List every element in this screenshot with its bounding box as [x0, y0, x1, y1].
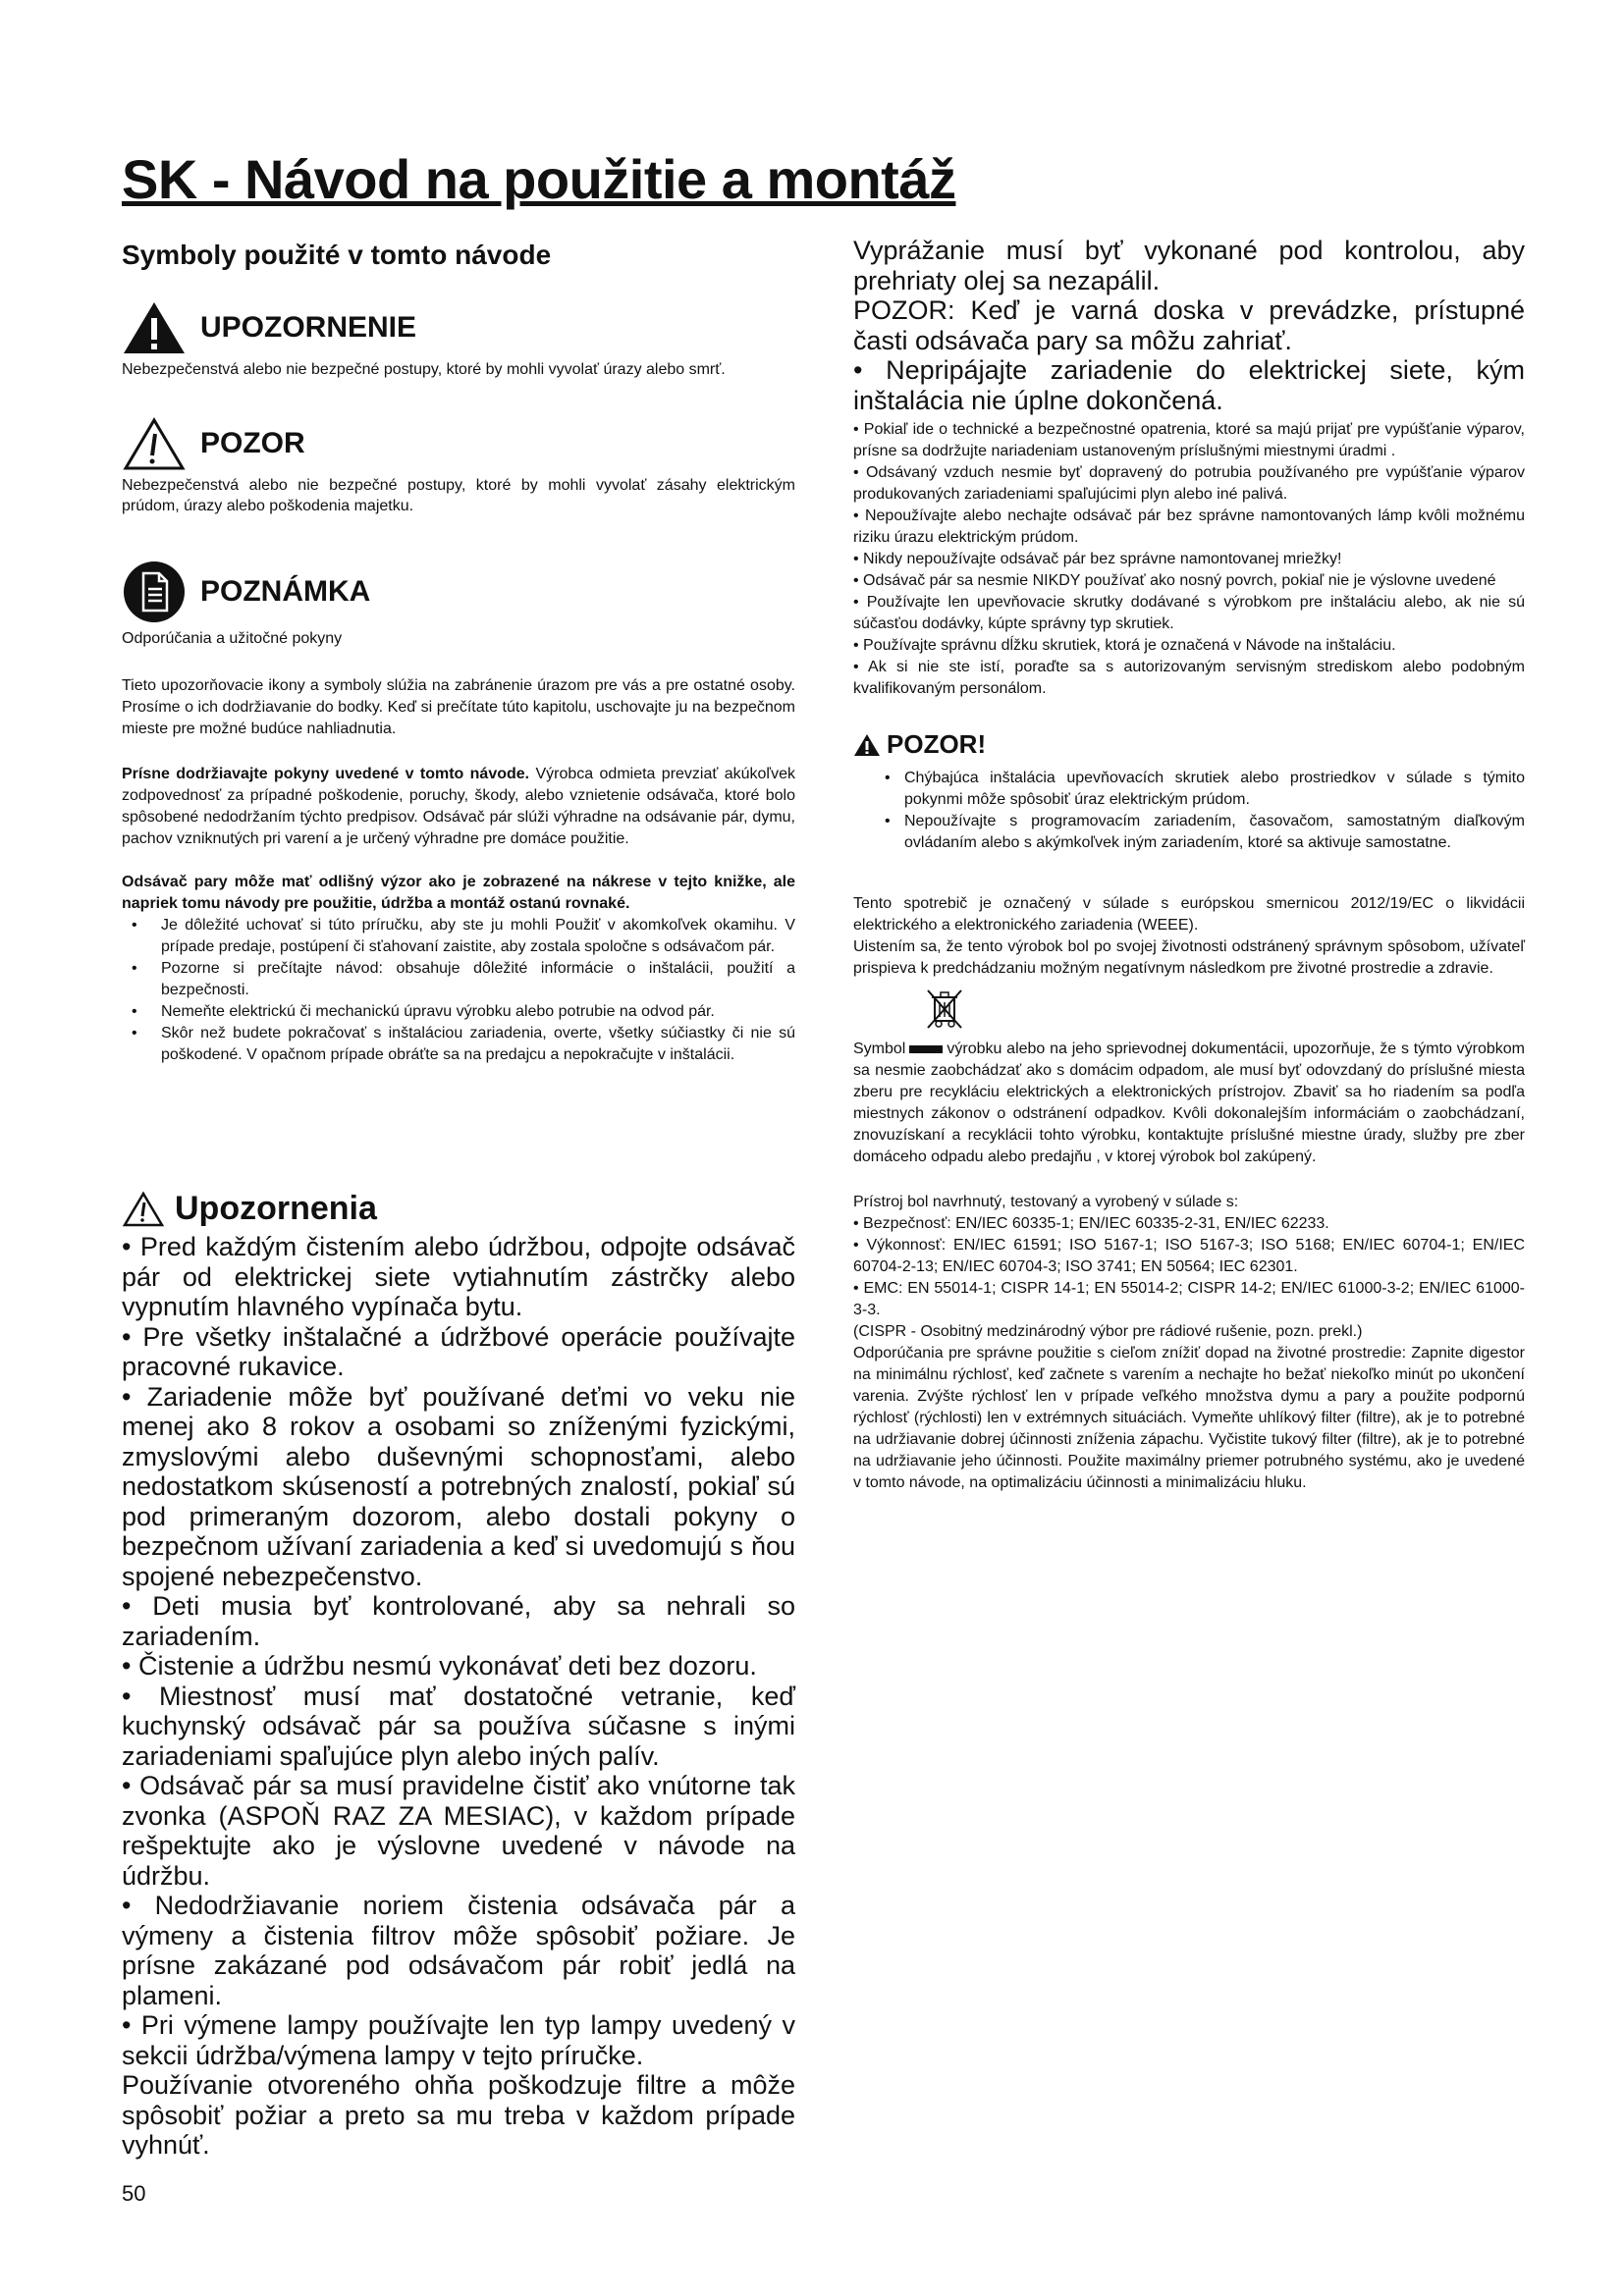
upozornenie-item: • Pre všetky inštalačné a údržbové operácie používajte pracovné rukavice. — [122, 1321, 795, 1381]
strict-bold: Prísne dodržiavajte pokyny uvedené v tomto návode. — [122, 766, 530, 782]
list-item: • Pozorne si prečítajte návod: obsahuje dôležité informácie o inštalácii, použití a bezpečnosti. — [122, 958, 795, 1001]
symbol-description: Nebezpečenstvá alebo nie bezpečné postupy, ktoré by mohli vyvolať zásahy elektrickým prúdom, úrazy alebo poškodenia majetku. — [122, 477, 795, 514]
symbol-poznamka — [122, 560, 795, 649]
symbol-title: POZOR — [200, 427, 305, 459]
list-item: • Skôr než budete pokračovať s inštaláciou zariadenia, overte, všetky súčiastky či nie sú poškodené. V opačnom prípade obráťte sa na predajcu a nepokračujte v inštalácii. — [122, 1023, 795, 1066]
symbol-text: výrobku alebo na jeho sprievodnej dokumentácii, upozorňuje, že s týmto výrobkom sa nesmie zaobchádzať ako s domácim odpadom, ale musí byť odovzdaný do príslušné miesta zberu pre recykláciu elektrických a elektronických prístrojov. Zbaviť sa ho riadením sa podľa miestnych zákonov o odstránení odpadkov. Kvôli dokonalejším informáciám o zaobchádzaní, znovuzískaní a recyklácii tohto výrobku, kontaktujte príslušné miestne úrady, služby pre zber domáceho odpadu alebo predajňu , v ktorej výrobok bol zakúpený. — [853, 1041, 1525, 1165]
right-small-item: • Nikdy nepoužívajte odsávač pár bez správne namontovanej mriežky! — [853, 551, 1342, 567]
upozornenie-item: • Odsávač pár sa musí pravidelne čistiť ako vnútorne tak zvonka (ASPOŇ RAZ ZA MESIAC), v každom prípade rešpektujte ako je výslovne uvedené v návode na údržbu. — [122, 1771, 795, 1891]
right-small-item: • Nepoužívajte alebo nechajte odsávač pár bez správne namontovaných lámp kvôli možnému riziku úrazu elektrickým prúdom. — [853, 507, 1525, 546]
upozornenie-item: • Pred každým čistením alebo údržbou, odpojte odsávač pár od elektrickej siete vytiahnutím zástrčky alebo vypnutím hlavného vypínača bytu. — [122, 1232, 795, 1321]
different-look-paragraph: Odsávač pary môže mať odlišný výzor ako je zobrazené na nákrese v tejto knižke, ale napriek tomu návody pre použitie, údržba a montáž ostanú rovnaké. — [122, 874, 795, 912]
upozornenie-item: • Deti musia byť kontrolované, aby sa nehrali so zariadením. — [122, 1591, 795, 1651]
symbol-description: Odporúčania a užitočné pokyny — [122, 630, 343, 647]
standards-item: Odporúčania pre správne použitie s cieľom znížiť dopad na životné prostredie: Zapnite digestor na minimálnu rýchlosť, keď začnete s varením a nechajte ho bežať niekoľko minút po ukončení varenia. Zvýšte rýchlosť len v prípade veľkého množstva dymu a pary a použite podpornú rýchlosť (rýchlosti) len v extrémnych situáciách. Vymeňte uhlíkový filter (filtre), ak je to potrebné na udržiavanie dobrej účinnosti zníženia zápachu. Vyčistite tukový filter (filtre), ak je to potrebné na udržiavanie jeho účinnosti. Použite maximálny priemer potrubného systému, ako je uvedené v tomto návode, na optimalizáciu účinnosti a minimalizáciu hluku. — [853, 1345, 1525, 1491]
list-item: • Chýbajúca inštalácia upevňovacích skrutiek alebo prostriedkov v súlade s týmito pokynmi môže spôsobiť úraz elektrickým prúdom. — [853, 768, 1525, 811]
standards-item: (CISPR - Osobitný medzinárodný výbor pre rádiové rušenie, pozn. prekl.) — [853, 1323, 1363, 1340]
upozornenie-item: • Miestnosť musí mať dostatočné vetranie, keď kuchynský odsávač pár sa používa súčasne s inými zariadeniami spaľujúce plyn alebo iných palív. — [122, 1681, 795, 1771]
left-bullet-list — [122, 915, 795, 1066]
list-item: • Nepoužívajte s programovacím zariadením, časovačom, samostatným diaľkovým ovládaním alebo s akýmkoľvek iným zariadením, ktoré sa aktivuje samostatne. — [853, 811, 1525, 854]
list-item: • Je dôležité uchovať si túto príručku, aby ste ju mohli Použiť v akomkoľvek okamihu. V prípade predaje, postúpení či sťahovaní zaistite, aby zostala spoločne s odsávačom pár. — [122, 915, 795, 958]
warning-triangle-filled-icon — [853, 733, 881, 757]
left-body — [122, 675, 795, 1066]
right-small-item: • Používajte len upevňovacie skrutky dodávané s výrobkom pre inštaláciu alebo, ak nie sú súčasťou dodávky, kúpte správny typ skrutiek. — [853, 594, 1525, 632]
crossed-bin-icon — [924, 988, 965, 1031]
standards-item: • Bezpečnosť: EN/IEC 60335-1; EN/IEC 60335-2-31, EN/IEC 62233. — [853, 1215, 1329, 1232]
upozornenie-item: • Nedodržiavanie noriem čistenia odsávača pár a výmeny a čistenia filtrov môže spôsobiť požiare. Je prísne zakázané pod odsávačom pár robiť jedlá na plameni. — [122, 1891, 795, 2010]
right-big-item: POZOR: Keď je varná doska v prevádzke, prístupné časti odsávača pary sa môžu zahriať. — [853, 295, 1525, 355]
right-small-item: • Používajte správnu dĺžku skrutiek, ktorá je označená v Návode na inštaláciu. — [853, 637, 1396, 654]
weee-block — [853, 893, 1525, 1168]
pozor-title: POZOR! — [887, 729, 987, 759]
warning-triangle-outline-icon — [122, 1191, 165, 1228]
upozornenia-section — [122, 1190, 795, 2161]
intro-paragraph: Tieto upozorňovacie ikony a symboly slúžia na zabránenie úrazom pre vás a pre ostatné osoby. Prosíme o ich dodržiavanie do bodky. Keď si prečítate túto kapitolu, uschovajte ju na bezpečnom mieste pre možné budúce nahliadnutia. — [122, 677, 795, 737]
symbol-upozornenie — [122, 300, 795, 380]
list-item: • Nemeňte elektrickú či mechanickú úpravu výrobku alebo potrubie na odvod pár. — [122, 1001, 795, 1023]
page-number: 50 — [122, 2181, 146, 2206]
right-small-item: • Pokiaľ ide o technické a bezpečnostné opatrenia, ktoré sa majú prijať pre vypúšťanie výparov, prísne sa dodržujte nariadeniam ustanoveným príslušnými miestnymi úradmi . — [853, 421, 1525, 459]
standards-block — [853, 1192, 1525, 1494]
symbols-subtitle: Symboly použité v tomto návode — [122, 240, 552, 270]
symbol-description: Nebezpečenstvá alebo nie bezpečné postupy, ktoré by mohli vyvolať úrazy alebo smrť. — [122, 361, 726, 378]
warning-triangle-filled-icon — [122, 300, 187, 355]
standards-item: Prístroj bol navrhnutý, testovaný a vyrobený v súlade s: — [853, 1194, 1239, 1210]
upozornenie-item: • Pri výmene lampy používajte len typ lampy uvedený v sekcii údržba/výmena lampy v tejto príručke. — [122, 2010, 795, 2070]
weee-paragraph: Tento spotrebič je označený v súlade s európskou smernicou 2012/19/EC o likvidácii elektrického a elektronického zariadenia (WEEE). — [853, 895, 1525, 934]
right-column — [853, 236, 1525, 1494]
right-big-item: Vyprážanie musí byť vykonané pod kontrolou, aby prehriaty olej sa nezapálil. — [853, 236, 1525, 295]
strict-paragraph — [122, 764, 795, 850]
black-bar-icon — [909, 1045, 943, 1053]
standards-item: • Výkonnosť: EN/IEC 61591; ISO 5167-1; ISO 5167-3; ISO 5168; EN/IEC 60704-1; EN/IEC 60704-2-13; EN/IEC 60704-3; ISO 3741; EN 50564; IEC 62301. — [853, 1237, 1525, 1275]
standards-item: • EMC: EN 55014-1; CISPR 14-1; EN 55014-2; CISPR 14-2; EN/IEC 61000-3-2; EN/IEC 61000-3-3. — [853, 1280, 1525, 1318]
symbol-word: Symbol — [853, 1041, 906, 1057]
symbol-title: POZNÁMKA — [200, 575, 371, 608]
symbol-pozor — [122, 416, 795, 516]
page-title: SK - Návod na použitie a montáž — [122, 148, 956, 210]
right-small-item: • Odsávaný vzduch nesmie byť dopravený do potrubia používaného pre vypúšťanie výparov produkovaných zariadeniami spaľujúcimi plyn alebo iné palivá. — [853, 464, 1525, 503]
warning-triangle-outline-icon — [122, 416, 187, 471]
upozornenie-item: • Čistenie a údržbu nesmú vykonávať deti bez dozoru. — [122, 1651, 757, 1681]
pozor-block — [853, 729, 1525, 854]
right-small-item: • Odsávač pár sa nesmie NIKDY používať ako nosný povrch, pokiaľ nie je výslovne uvedené — [853, 572, 1496, 589]
upozornenie-item: • Zariadenie môže byť používané deťmi vo veku nie menej ako 8 rokov a osobami so zníženými fyzickými, zmyslovými alebo duševnými schopnosťami, alebo nedostatkom skúseností a potrebných znalostí, pokiaľ sú pod primeraným dozorom, alebo dostali pokyny o bezpečnom užívaní zariadenia a keď si uvedomujú s ňou spojené nebezpečenstvo. — [122, 1381, 795, 1591]
upozornenia-title: Upozornenia — [175, 1190, 377, 1227]
right-big-item: • Nepripájajte zariadenie do elektrickej siete, kým inštalácia nie úplne dokončená. — [853, 355, 1525, 415]
note-document-icon — [122, 560, 187, 624]
upozornenie-item: Používanie otvoreného ohňa poškodzuje filtre a môže spôsobiť požiar a preto sa mu treba v každom prípade vyhnúť. — [122, 2070, 795, 2160]
pozor-list — [853, 768, 1525, 854]
right-small-list — [853, 419, 1525, 700]
strict-rest: Výrobca odmieta prevziať akúkoľvek zodpovednosť za prípadné poškodenie, poruchy, škody, alebo vznietenie odsávača, ktoré bolo spôsobené nedodržaním týchto predpisov. Odsávač pár slúži výhradne na odsávanie pár, dymu, pachov vzniknutých pri varení a je určený výhradne pre domáce použitie. — [122, 766, 795, 847]
weee-paragraph: Uistením sa, že tento výrobok bol po svojej životnosti odstránený správnym spôsobom, užívateľ prispieva k predchádzaniu možným negatívnym následkom pre životné prostredie a zdravie. — [853, 938, 1525, 977]
right-small-item: • Ak si nie ste istí, poraďte sa s autorizovaným servisným strediskom alebo podobným kvalifikovaným personálom. — [853, 659, 1525, 697]
symbol-paragraph — [853, 1039, 1525, 1168]
symbol-title: UPOZORNENIE — [200, 311, 417, 344]
